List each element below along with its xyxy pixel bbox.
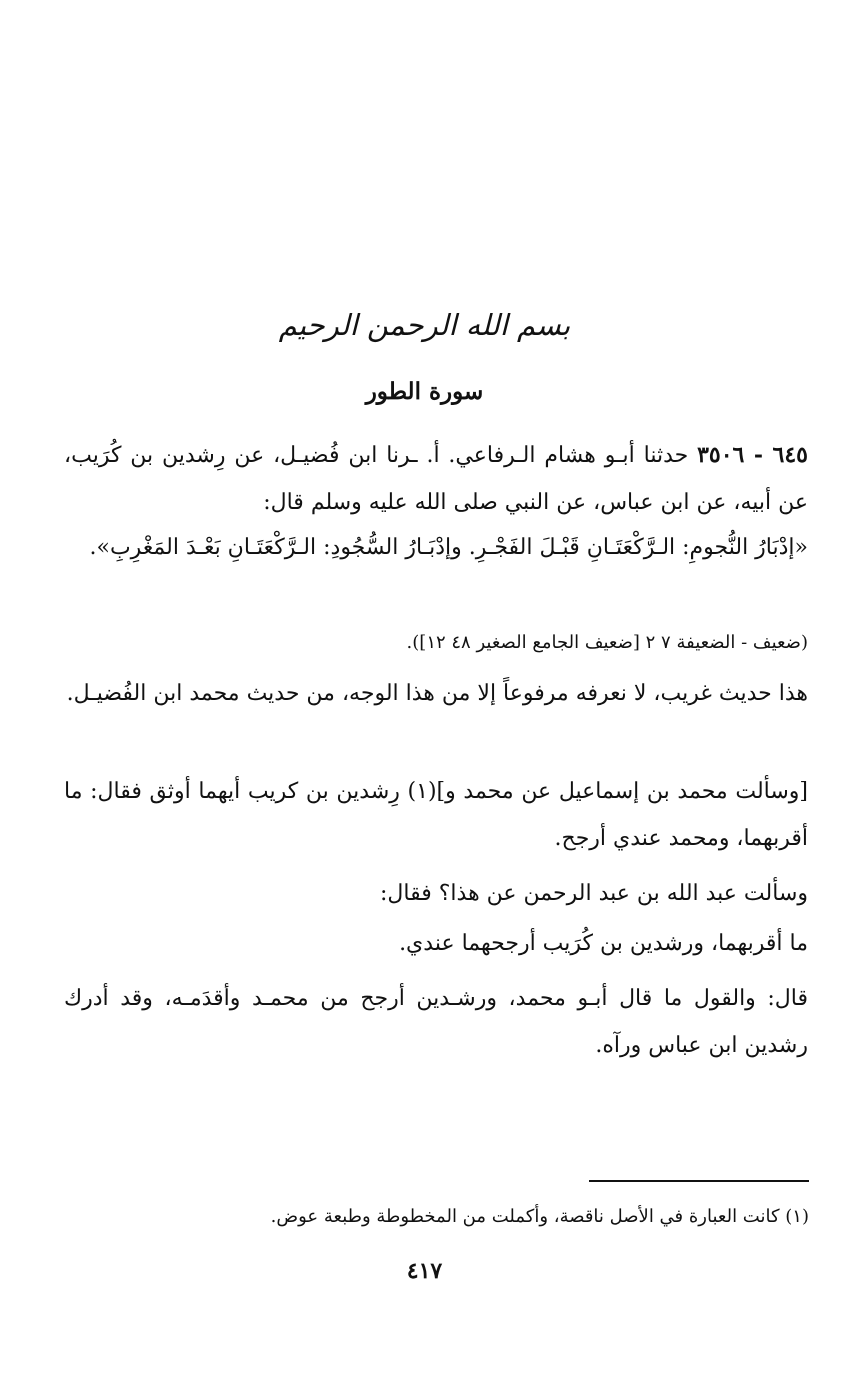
surah-title: سورة الطور bbox=[365, 378, 484, 405]
hadith-grading: (ضعيف - الضعيفة ٧ ٢ [ضعيف الجامع الصغير ٤٨ ١٢]). bbox=[406, 632, 808, 653]
footnote-divider bbox=[589, 1180, 809, 1182]
author-conclusion: قال: والقول ما قال أبـو محمد، ورشـدين أرجح من محمـد وأقدَمـه، وقد أدرك رشدين ابن عباس ورآه. bbox=[64, 986, 808, 1058]
hadith-isnad: حدثنا أبـو هشام الـرفاعي. أ. ـرنا ابن فُضيـل، عن رِشدين بن كُرَيب، عن أبيه، عن ابن عباس، عن النبي صلى الله عليه وسلم قال: bbox=[64, 443, 808, 515]
question-darimi: وسألت عبد الله بن عبد الرحمن عن هذا؟ فقال: bbox=[380, 881, 808, 906]
question-bukhari: [وسألت محمد بن إسماعيل عن محمد و](١) رِشدين بن كريب أيهما أوثق فقال: ما أقربهما، ومحمد عندي أرجح. bbox=[64, 779, 808, 851]
hadith-isnad-paragraph bbox=[64, 432, 808, 526]
page-number: ٤١٧ bbox=[406, 1258, 443, 1284]
hadith-matn: «إدْبَارُ النُّجومِ: الـرَّكْعَتَـانِ قَبْـلَ الفَجْـرِ. وإدْبَـارُ السُّجُودِ: الـرَّكْعَتَـانِ بَعْـدَ المَغْرِبِ». bbox=[89, 535, 808, 560]
basmala: بسم الله الرحمن الرحيم bbox=[278, 308, 571, 342]
hadith-number: ٦٤٥ - ٣٥٠٦ bbox=[697, 442, 808, 468]
hadith-comment: هذا حديث غريب، لا نعرفه مرفوعاً إلا من هذا الوجه، من حديث محمد ابن الفُضيـل. bbox=[66, 681, 808, 706]
answer-darimi: ما أقربهما، ورشدين بن كُرَيب أرجحهما عندي. bbox=[399, 931, 808, 956]
footnote: (١) كانت العبارة في الأصل ناقصة، وأكملت من المخطوطة وطبعة عوض. bbox=[270, 1206, 809, 1227]
